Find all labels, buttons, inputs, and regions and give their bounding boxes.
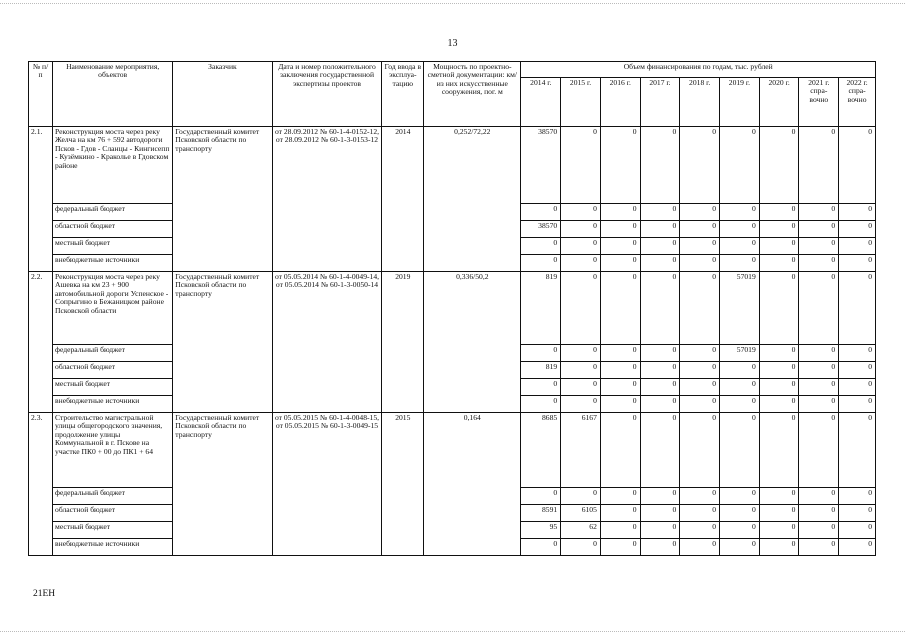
source-value: 0 [759, 204, 799, 221]
source-value: 0 [640, 396, 680, 413]
project-expertise: от 05.05.2015 № 60-1-4-0048-15, от 05.05.2015 № 60-1-3-0049-15 [272, 413, 382, 556]
source-label: внебюджетные источники [53, 396, 173, 413]
header-num: № п/п [29, 62, 53, 127]
source-value: 0 [720, 539, 760, 556]
source-label: местный бюджет [53, 238, 173, 255]
source-value: 0 [640, 362, 680, 379]
source-value: 0 [600, 345, 640, 362]
source-value: 0 [680, 362, 720, 379]
source-value: 0 [799, 505, 839, 522]
source-value: 57019 [720, 345, 760, 362]
total-value: 0 [640, 413, 680, 488]
source-value: 0 [680, 539, 720, 556]
source-value: 0 [680, 505, 720, 522]
total-value: 0 [799, 127, 839, 204]
source-value: 0 [799, 379, 839, 396]
source-value: 0 [521, 488, 561, 505]
source-value: 0 [600, 488, 640, 505]
source-value: 0 [640, 505, 680, 522]
source-value: 0 [680, 522, 720, 539]
source-label: федеральный бюджет [53, 488, 173, 505]
total-value: 0 [839, 127, 876, 204]
project-name: Реконструкция моста через реку Желча на км 76 + 592 автодороги Псков - Гдов - Сланцы - Кингисепп - Кузёмкино - Краколье в Гдовском районе [53, 127, 173, 204]
total-value: 0 [600, 272, 640, 345]
header-year-col: 2014 г. [521, 78, 561, 127]
scan-edge-bottom [0, 631, 905, 632]
source-value: 0 [521, 204, 561, 221]
source-value: 0 [521, 396, 561, 413]
source-value: 0 [680, 379, 720, 396]
source-value: 0 [640, 379, 680, 396]
source-value: 0 [640, 345, 680, 362]
source-value: 0 [680, 396, 720, 413]
source-value: 0 [799, 396, 839, 413]
source-value: 0 [799, 539, 839, 556]
source-value: 0 [600, 238, 640, 255]
source-value: 0 [600, 255, 640, 272]
total-value: 0 [799, 413, 839, 488]
total-value: 0 [680, 272, 720, 345]
project-num: 2.1. [29, 127, 53, 272]
source-value: 0 [640, 539, 680, 556]
source-value: 0 [839, 379, 876, 396]
project-num: 2.2. [29, 272, 53, 413]
source-value: 0 [799, 204, 839, 221]
source-value: 0 [839, 255, 876, 272]
source-value: 0 [759, 255, 799, 272]
total-value: 0 [600, 127, 640, 204]
total-value: 0 [680, 413, 720, 488]
project-row [29, 272, 876, 345]
project-row [29, 413, 876, 488]
source-value: 0 [561, 204, 601, 221]
header-year: Год ввода в эксплуа-тацию [382, 62, 424, 127]
source-value: 0 [759, 345, 799, 362]
source-value: 0 [799, 522, 839, 539]
source-value: 0 [839, 221, 876, 238]
source-value: 0 [720, 204, 760, 221]
total-value: 0 [680, 127, 720, 204]
total-value: 0 [720, 127, 760, 204]
source-value: 0 [561, 362, 601, 379]
source-value: 0 [640, 204, 680, 221]
source-value: 0 [680, 238, 720, 255]
source-value: 0 [600, 505, 640, 522]
source-value: 0 [561, 221, 601, 238]
total-value: 0 [759, 127, 799, 204]
total-value: 0 [759, 413, 799, 488]
project-expertise: от 05.05.2014 № 60-1-4-0049-14, от 05.05.2014 № 60-1-3-0050-14 [272, 272, 382, 413]
source-value: 0 [561, 238, 601, 255]
source-value: 0 [680, 255, 720, 272]
header-date: Дата и номер положительного заключения государственной экспертизы проектов [272, 62, 382, 127]
source-label: федеральный бюджет [53, 345, 173, 362]
source-value: 0 [600, 396, 640, 413]
source-value: 0 [799, 221, 839, 238]
source-value: 0 [600, 522, 640, 539]
source-value: 0 [521, 238, 561, 255]
source-value: 0 [680, 204, 720, 221]
source-value: 0 [839, 345, 876, 362]
header-year-col: 2015 г. [561, 78, 601, 127]
footer-code: 21ЕН [33, 589, 56, 599]
source-value: 0 [839, 505, 876, 522]
source-value: 0 [680, 345, 720, 362]
source-value: 0 [799, 488, 839, 505]
source-value: 62 [561, 522, 601, 539]
source-value: 0 [561, 379, 601, 396]
source-label: областной бюджет [53, 221, 173, 238]
header-year-col: 2020 г. [759, 78, 799, 127]
source-value: 0 [759, 396, 799, 413]
project-name: Реконструкция моста через реку Ашевка на км 23 + 900 автомобильной дороги Успенское - Сопрыгино в Бежаницком районе Псковской области [53, 272, 173, 345]
source-value: 0 [640, 221, 680, 238]
source-value: 0 [799, 345, 839, 362]
source-value: 0 [720, 522, 760, 539]
header-year-col: 2017 г. [640, 78, 680, 127]
source-label: местный бюджет [53, 379, 173, 396]
source-value: 0 [640, 255, 680, 272]
total-value: 6167 [561, 413, 601, 488]
source-value: 0 [799, 255, 839, 272]
source-value: 0 [839, 396, 876, 413]
source-value: 0 [561, 255, 601, 272]
project-year: 2015 [382, 413, 424, 556]
source-value: 0 [680, 488, 720, 505]
source-value: 0 [759, 379, 799, 396]
project-customer: Государственный комитет Псковской области по транспорту [173, 413, 272, 556]
source-value: 0 [839, 539, 876, 556]
source-value: 0 [521, 345, 561, 362]
total-value: 0 [640, 127, 680, 204]
header-capacity: Мощность по проектно-сметной документации: км/из них искусственные сооружения, пог. м [424, 62, 521, 127]
source-label: областной бюджет [53, 362, 173, 379]
total-value: 0 [640, 272, 680, 345]
source-value: 0 [561, 345, 601, 362]
header-year-col: 2018 г. [680, 78, 720, 127]
project-customer: Государственный комитет Псковской области по транспорту [173, 272, 272, 413]
project-name: Строительство магистральной улицы общегородского значения, продолжение улицы Коммунальной в г. Пскове на участке ПК0 + 00 до ПК1 + 64 [53, 413, 173, 488]
source-value: 0 [839, 522, 876, 539]
source-value: 0 [720, 255, 760, 272]
total-value: 0 [839, 272, 876, 345]
source-value: 8591 [521, 505, 561, 522]
total-value: 8685 [521, 413, 561, 488]
financing-table-wrapper [28, 61, 876, 556]
source-label: областной бюджет [53, 505, 173, 522]
source-value: 0 [720, 362, 760, 379]
total-value: 0 [759, 272, 799, 345]
total-value: 0 [600, 413, 640, 488]
total-value: 819 [521, 272, 561, 345]
total-value: 0 [799, 272, 839, 345]
total-value: 0 [561, 127, 601, 204]
source-value: 0 [640, 488, 680, 505]
source-value: 0 [720, 505, 760, 522]
project-row [29, 127, 876, 204]
project-capacity: 0,336/50,2 [424, 272, 521, 413]
source-value: 0 [759, 238, 799, 255]
total-value: 0 [561, 272, 601, 345]
source-value: 0 [600, 362, 640, 379]
project-year: 2019 [382, 272, 424, 413]
source-value: 0 [839, 204, 876, 221]
source-value: 0 [720, 238, 760, 255]
total-value: 57019 [720, 272, 760, 345]
project-capacity: 0,164 [424, 413, 521, 556]
source-label: местный бюджет [53, 522, 173, 539]
total-value: 38570 [521, 127, 561, 204]
financing-table [28, 61, 876, 556]
source-value: 0 [521, 539, 561, 556]
source-value: 38570 [521, 221, 561, 238]
source-value: 0 [600, 539, 640, 556]
source-value: 0 [759, 522, 799, 539]
project-expertise: от 28.09.2012 № 60-1-4-0152-12, от 28.09.2012 № 60-1-3-0153-12 [272, 127, 382, 272]
source-value: 0 [521, 255, 561, 272]
header-year-col: 2022 г. спра-вочно [839, 78, 876, 127]
page-number: 13 [447, 38, 458, 49]
source-value: 0 [561, 539, 601, 556]
source-value: 0 [640, 238, 680, 255]
source-value: 0 [839, 488, 876, 505]
project-capacity: 0,252/72,22 [424, 127, 521, 272]
source-value: 0 [759, 221, 799, 238]
source-value: 95 [521, 522, 561, 539]
total-value: 0 [720, 413, 760, 488]
header-year-col: 2016 г. [600, 78, 640, 127]
source-value: 0 [839, 362, 876, 379]
source-value: 0 [759, 362, 799, 379]
project-year: 2014 [382, 127, 424, 272]
source-value: 0 [600, 379, 640, 396]
source-label: внебюджетные источники [53, 539, 173, 556]
source-value: 0 [720, 488, 760, 505]
source-label: федеральный бюджет [53, 204, 173, 221]
source-value: 0 [759, 539, 799, 556]
source-value: 0 [799, 362, 839, 379]
project-customer: Государственный комитет Псковской области по транспорту [173, 127, 272, 272]
source-value: 0 [720, 221, 760, 238]
project-num: 2.3. [29, 413, 53, 556]
header-year-col: 2019 г. [720, 78, 760, 127]
source-value: 0 [839, 238, 876, 255]
scan-edge-top [0, 0, 905, 4]
source-value: 0 [759, 505, 799, 522]
source-value: 0 [759, 488, 799, 505]
source-value: 0 [640, 522, 680, 539]
source-value: 0 [521, 379, 561, 396]
source-value: 0 [799, 238, 839, 255]
source-value: 0 [720, 396, 760, 413]
source-label: внебюджетные источники [53, 255, 173, 272]
source-value: 0 [600, 221, 640, 238]
header-name: Наименование мероприятия, объектов [53, 62, 173, 127]
source-value: 0 [720, 379, 760, 396]
source-value: 6105 [561, 505, 601, 522]
source-value: 0 [561, 488, 601, 505]
header-customer: Заказчик [173, 62, 272, 127]
source-value: 819 [521, 362, 561, 379]
source-value: 0 [600, 204, 640, 221]
source-value: 0 [680, 221, 720, 238]
header-year-col: 2021 г. спра-вочно [799, 78, 839, 127]
header-funding: Объем финансирования по годам, тыс. рублей [521, 62, 876, 78]
total-value: 0 [839, 413, 876, 488]
source-value: 0 [561, 396, 601, 413]
